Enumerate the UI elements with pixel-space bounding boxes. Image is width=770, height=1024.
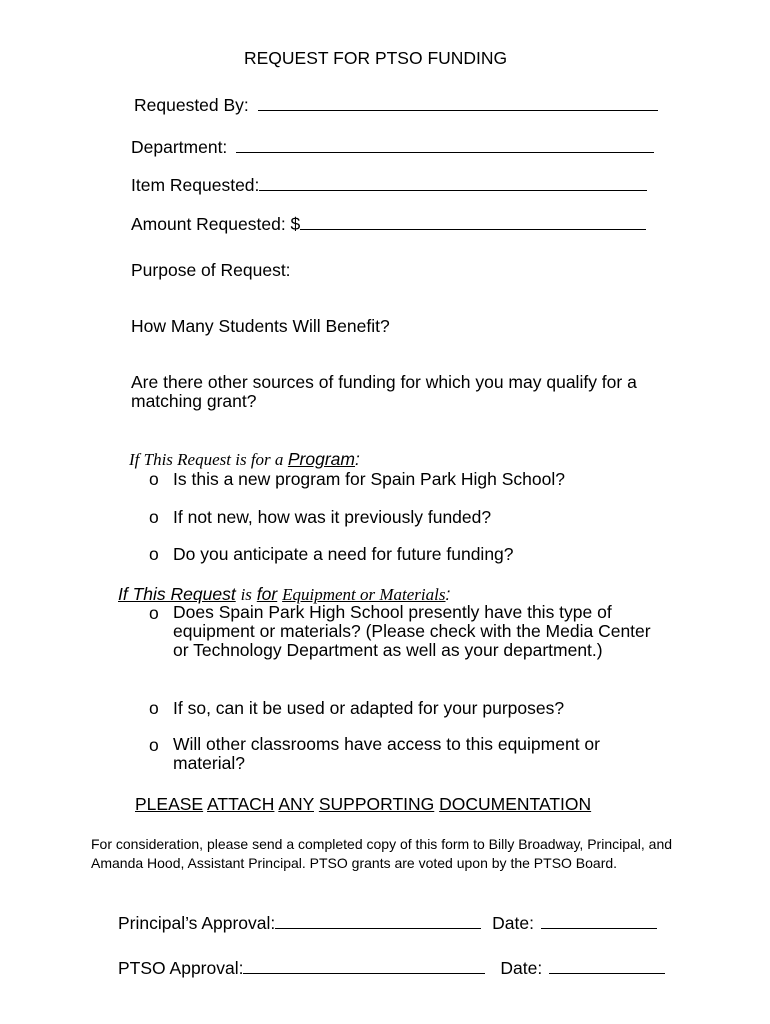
program-heading-program: Program bbox=[287, 449, 355, 469]
principal-date-field[interactable] bbox=[541, 911, 657, 929]
principal-approval-row bbox=[118, 911, 657, 934]
program-item-text: Do you anticipate a need for future funding? bbox=[173, 544, 514, 564]
equipment-item-text: Does Spain Park High School presently have this type of equipment or materials? (Please check with the Media Center or Technology Department as well as your department.) bbox=[173, 602, 651, 660]
equipment-heading-colon: : bbox=[445, 584, 451, 604]
department-field[interactable] bbox=[236, 135, 654, 153]
department-row bbox=[131, 135, 654, 158]
attach-notice bbox=[135, 794, 591, 815]
ptso-approval-row bbox=[118, 956, 665, 979]
bullet-marker: o bbox=[149, 507, 159, 527]
bullet-marker: o bbox=[149, 698, 159, 718]
bullet-marker: o bbox=[149, 469, 159, 489]
equipment-heading-a: If This Request bbox=[118, 584, 236, 604]
department-label: Department: bbox=[131, 137, 228, 157]
program-heading-if: If This Request is for a bbox=[129, 450, 284, 469]
attach-word: SUPPORTING bbox=[318, 794, 435, 814]
item-requested-row bbox=[131, 173, 647, 196]
attach-word: DOCUMENTATION bbox=[439, 794, 592, 814]
ptso-approval-field[interactable] bbox=[243, 956, 485, 974]
amount-requested-row bbox=[131, 212, 646, 235]
program-heading-colon: : bbox=[354, 449, 360, 469]
bullet-marker: o bbox=[149, 544, 159, 564]
bullet-marker: o bbox=[149, 735, 159, 755]
requested-by-field[interactable] bbox=[258, 93, 658, 111]
purpose-question: Purpose of Request: bbox=[131, 260, 291, 280]
program-item-text: Is this a new program for Spain Park High School? bbox=[173, 469, 565, 489]
equipment-item-text: Will other classrooms have access to this equipment or material? bbox=[173, 734, 600, 773]
amount-requested-label: Amount Requested: $ bbox=[131, 214, 301, 234]
students-question: How Many Students Will Benefit? bbox=[131, 316, 390, 336]
equipment-heading-b: is bbox=[240, 585, 252, 604]
attach-word: ATTACH bbox=[207, 794, 275, 814]
ptso-approval-label: PTSO Approval: bbox=[118, 958, 244, 978]
attach-word: ANY bbox=[278, 794, 314, 814]
ptso-date-field[interactable] bbox=[549, 956, 665, 974]
principal-approval-label: Principal’s Approval: bbox=[118, 913, 276, 933]
other-sources-question: Are there other sources of funding for which you may qualify for a matching grant? bbox=[131, 372, 637, 411]
item-requested-label: Item Requested: bbox=[131, 175, 260, 195]
attach-word: PLEASE bbox=[135, 794, 204, 814]
equipment-heading-d: Equipment or Materials bbox=[282, 585, 446, 604]
principal-approval-field[interactable] bbox=[275, 911, 481, 929]
ptso-date-label: Date: bbox=[500, 958, 543, 978]
requested-by-row bbox=[134, 93, 658, 116]
equipment-item-text: If so, can it be used or adapted for your purposes? bbox=[173, 698, 565, 718]
requested-by-label: Requested By: bbox=[134, 95, 249, 115]
item-requested-field[interactable] bbox=[259, 173, 647, 191]
equipment-heading-c: for bbox=[256, 584, 278, 604]
amount-requested-field[interactable] bbox=[300, 212, 646, 230]
page-title: REQUEST FOR PTSO FUNDING bbox=[244, 48, 508, 68]
consideration-note: For consideration, please send a completed copy of this form to Billy Broadway, Principal, and Amanda Hood, Assistant Principal. PTSO grants are voted upon by the PTSO Board. bbox=[91, 836, 673, 871]
bullet-marker: o bbox=[149, 603, 159, 623]
program-item-text: If not new, how was it previously funded? bbox=[173, 507, 492, 527]
principal-date-label: Date: bbox=[492, 913, 534, 933]
program-heading bbox=[129, 449, 360, 470]
